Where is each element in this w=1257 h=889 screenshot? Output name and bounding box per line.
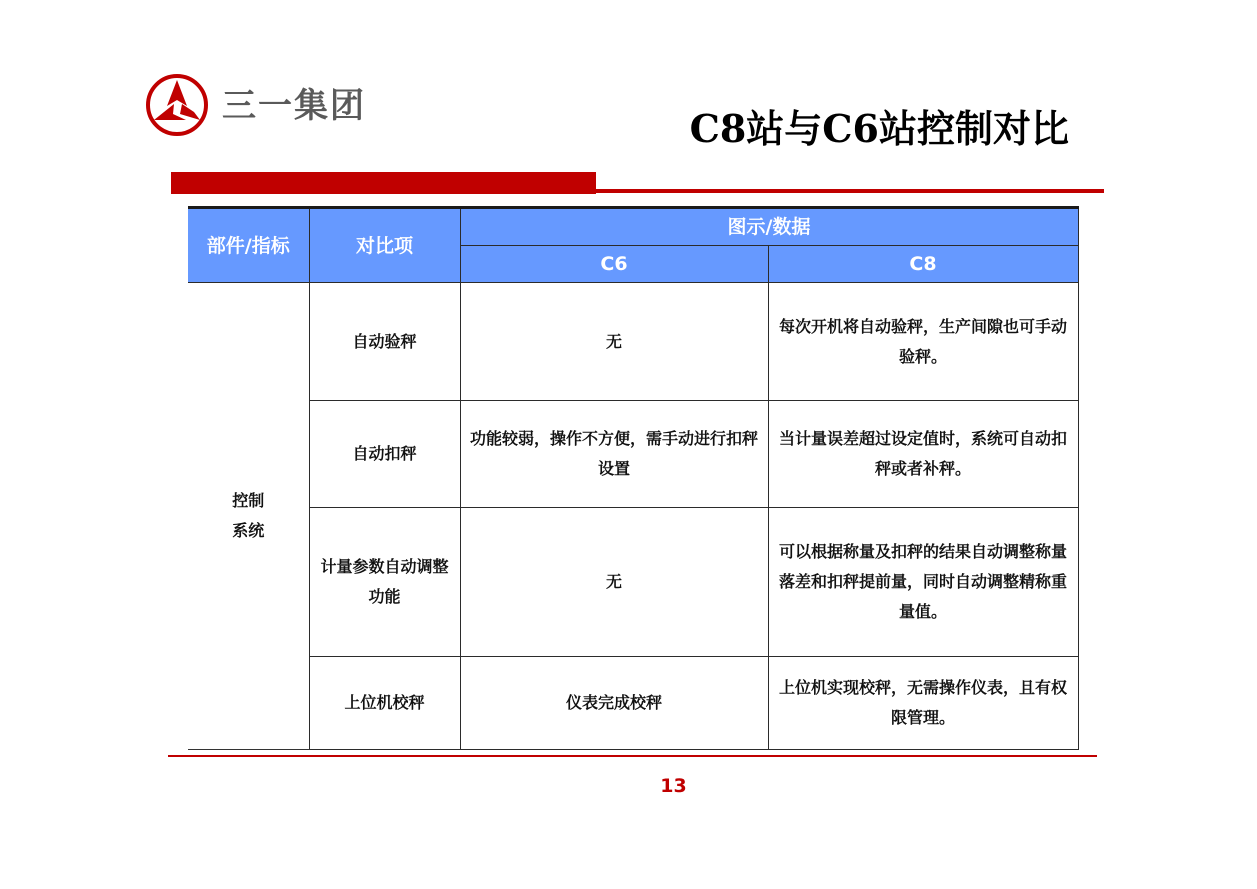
category-cell: 控制 系统 [188, 283, 309, 750]
header-c6: C6 [460, 246, 768, 283]
c6-cell: 功能较弱，操作不方便，需手动进行扣秤设置 [460, 401, 768, 508]
table-row [188, 283, 1078, 401]
header-red-bar [171, 172, 596, 194]
c8-cell: 可以根据称量及扣秤的结果自动调整称量落差和扣秤提前量，同时自动调整精称重量值。 [768, 508, 1078, 657]
c6-cell: 仪表完成校秤 [460, 657, 768, 750]
page-title: C8站与C6站控制对比 [689, 106, 1069, 151]
compare-item-cell: 计量参数自动调整功能 [309, 508, 460, 657]
sany-triangle-logo-icon [146, 74, 208, 136]
compare-item-cell: 上位机校秤 [309, 657, 460, 750]
header-compare-item: 对比项 [309, 208, 460, 283]
compare-item-cell: 自动验秤 [309, 283, 460, 401]
c8-cell: 每次开机将自动验秤，生产间隙也可手动验秤。 [768, 283, 1078, 401]
c8-cell: 上位机实现校秤，无需操作仪表，且有权限管理。 [768, 657, 1078, 750]
header-c8: C8 [768, 246, 1078, 283]
header-component: 部件/指标 [188, 208, 309, 283]
c6-cell: 无 [460, 283, 768, 401]
page-number: 13 [660, 775, 687, 797]
footer-red-line [168, 755, 1097, 757]
header-red-line [596, 189, 1104, 193]
company-name: 三一集团 [222, 86, 366, 126]
header-diagram-data: 图示/数据 [460, 208, 1078, 246]
c8-cell: 当计量误差超过设定值时，系统可自动扣秤或者补秤。 [768, 401, 1078, 508]
c6-cell: 无 [460, 508, 768, 657]
comparison-table [188, 206, 1079, 750]
table-row [188, 508, 1078, 657]
compare-item-cell: 自动扣秤 [309, 401, 460, 508]
table-row [188, 657, 1078, 750]
table-row [188, 401, 1078, 508]
